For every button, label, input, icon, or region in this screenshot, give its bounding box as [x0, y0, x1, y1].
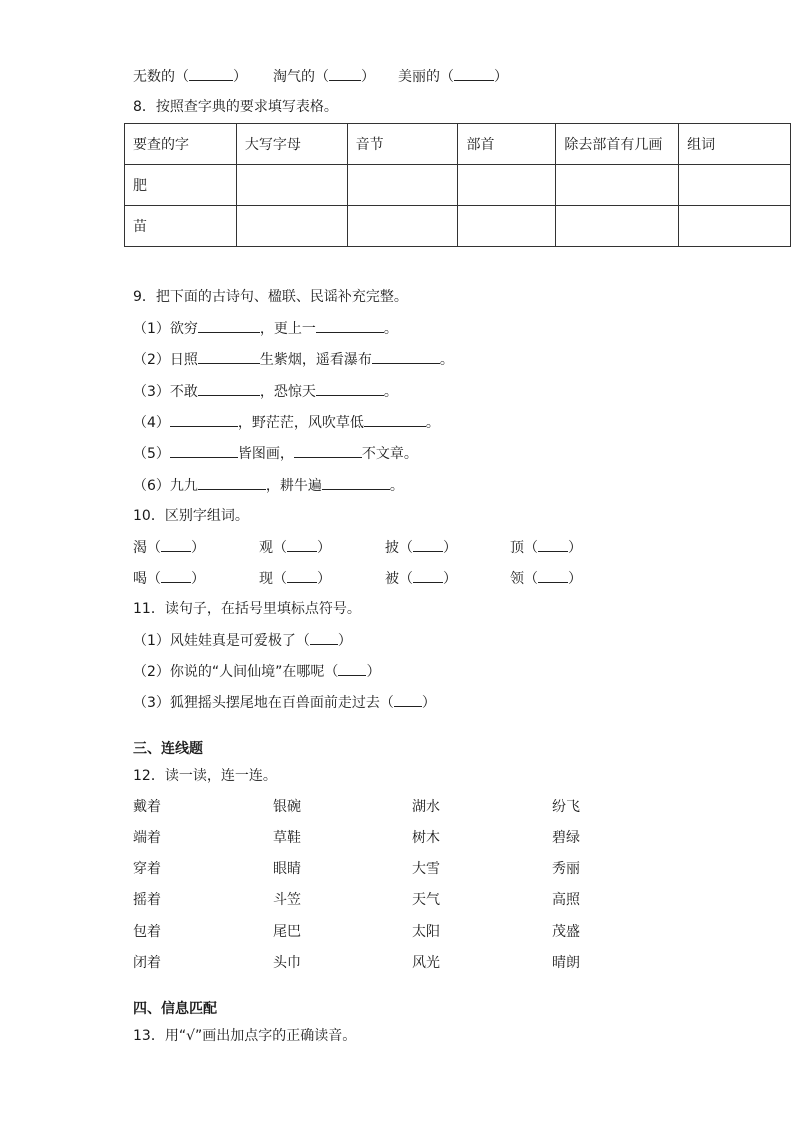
- answer-blank[interactable]: [316, 318, 384, 333]
- answer-blank[interactable]: [338, 661, 366, 676]
- answer-blank[interactable]: [287, 537, 317, 552]
- match-word[interactable]: 树木: [412, 830, 440, 846]
- answer-blank[interactable]: [538, 537, 568, 552]
- match-word[interactable]: 茂盛: [552, 924, 580, 940]
- match-word[interactable]: 草鞋: [273, 830, 301, 846]
- answer-blank[interactable]: [189, 66, 233, 81]
- char-pair-item: 观（ ）: [259, 537, 331, 558]
- word-blank-2: 淘气的（ ）: [273, 66, 375, 87]
- poem-line-1: （1）欲穷 ，更上一 。: [133, 318, 398, 339]
- match-word[interactable]: 端着: [133, 830, 161, 846]
- char-pair-item: 被（ ）: [385, 568, 457, 589]
- table-cell-answer[interactable]: [556, 206, 679, 247]
- poem-line-5: （5） 皆图画， 不文章。: [133, 443, 418, 464]
- poem-line-6: （6）九九 ，耕牛遍 。: [133, 475, 404, 496]
- match-word[interactable]: 太阳: [412, 924, 440, 940]
- answer-blank[interactable]: [413, 537, 443, 552]
- char-pair-item: 披（ ）: [385, 537, 457, 558]
- table-cell-answer[interactable]: [236, 165, 347, 206]
- table-cell-answer[interactable]: [679, 206, 791, 247]
- table-cell-answer[interactable]: [347, 206, 458, 247]
- answer-blank[interactable]: [287, 568, 317, 583]
- match-word[interactable]: 湖水: [412, 799, 440, 815]
- answer-blank[interactable]: [364, 412, 426, 427]
- match-word[interactable]: 斗笠: [273, 892, 301, 908]
- char-pair-item: 领（ ）: [510, 568, 582, 589]
- answer-blank[interactable]: [161, 537, 191, 552]
- question-8-title: 8．按照查字典的要求填写表格。: [133, 99, 338, 115]
- table-header-cell: 部首: [458, 124, 556, 165]
- table-cell-answer[interactable]: [458, 165, 556, 206]
- answer-blank[interactable]: [198, 349, 260, 364]
- match-word[interactable]: 高照: [552, 892, 580, 908]
- answer-blank[interactable]: [372, 349, 440, 364]
- match-word[interactable]: 纷飞: [552, 799, 580, 815]
- match-word[interactable]: 眼睛: [273, 861, 301, 877]
- table-cell-answer[interactable]: [236, 206, 347, 247]
- table-cell-answer[interactable]: [458, 206, 556, 247]
- poem-line-3: （3）不敢 ，恐惊天 。: [133, 381, 398, 402]
- match-word[interactable]: 摇着: [133, 892, 161, 908]
- poem-line-4: （4） ，野茫茫，风吹草低 。: [133, 412, 440, 433]
- question-9-title: 9．把下面的古诗句、楹联、民谣补充完整。: [133, 289, 408, 305]
- word-blank-3: 美丽的（ ）: [398, 66, 508, 87]
- answer-blank[interactable]: [310, 630, 338, 645]
- answer-blank[interactable]: [316, 381, 384, 396]
- char-pair-item: 现（ ）: [259, 568, 331, 589]
- question-11-title: 11．读句子，在括号里填标点符号。: [133, 601, 361, 617]
- answer-blank[interactable]: [170, 443, 238, 458]
- char-pair-item: 喝（ ）: [133, 568, 205, 589]
- table-cell-answer[interactable]: [347, 165, 458, 206]
- char-pair-item: 顶（ ）: [510, 537, 582, 558]
- match-word[interactable]: 尾巴: [273, 924, 301, 940]
- match-word[interactable]: 头巾: [273, 955, 301, 971]
- match-word[interactable]: 天气: [412, 892, 440, 908]
- table-header-cell: 要查的字: [125, 124, 237, 165]
- table-header-cell: 除去部首有几画: [556, 124, 679, 165]
- answer-blank[interactable]: [394, 692, 422, 707]
- punctuation-line-1: （1）风娃娃真是可爱极了（ ）: [133, 630, 352, 651]
- table-cell-answer[interactable]: [679, 165, 791, 206]
- table-row: [125, 206, 791, 247]
- match-word[interactable]: 风光: [412, 955, 440, 971]
- section-3-heading: 三、连线题: [133, 741, 203, 757]
- answer-blank[interactable]: [198, 475, 266, 490]
- section-4-heading: 四、信息匹配: [133, 1001, 217, 1017]
- table-header-cell: 组词: [679, 124, 791, 165]
- table-header-row: [125, 124, 791, 165]
- answer-blank[interactable]: [454, 66, 494, 81]
- match-word[interactable]: 包着: [133, 924, 161, 940]
- answer-blank[interactable]: [322, 475, 390, 490]
- table-header-cell: 音节: [347, 124, 458, 165]
- table-row: [125, 165, 791, 206]
- match-word[interactable]: 碧绿: [552, 830, 580, 846]
- answer-blank[interactable]: [198, 381, 260, 396]
- match-word[interactable]: 秀丽: [552, 861, 580, 877]
- word-blank-1: 无数的（ ）: [133, 66, 247, 87]
- table-cell-char: 肥: [125, 165, 237, 206]
- answer-blank[interactable]: [198, 318, 260, 333]
- answer-blank[interactable]: [161, 568, 191, 583]
- match-word[interactable]: 闭着: [133, 955, 161, 971]
- punctuation-line-3: （3）狐狸摇头摆尾地在百兽面前走过去（ ）: [133, 692, 436, 713]
- table-cell-answer[interactable]: [556, 165, 679, 206]
- question-10-title: 10．区别字组词。: [133, 508, 249, 524]
- answer-blank[interactable]: [538, 568, 568, 583]
- answer-blank[interactable]: [294, 443, 362, 458]
- answer-blank[interactable]: [329, 66, 361, 81]
- punctuation-line-2: （2）你说的“人间仙境”在哪呢（ ）: [133, 661, 380, 682]
- question-12-title: 12．读一读，连一连。: [133, 768, 277, 784]
- poem-line-2: （2）日照 生紫烟，遥看瀑布 。: [133, 349, 454, 370]
- match-word[interactable]: 戴着: [133, 799, 161, 815]
- answer-blank[interactable]: [413, 568, 443, 583]
- dictionary-table: [124, 123, 791, 247]
- table-header-cell: 大写字母: [236, 124, 347, 165]
- char-pair-item: 渴（ ）: [133, 537, 205, 558]
- table-cell-char: 苗: [125, 206, 237, 247]
- match-word[interactable]: 银碗: [273, 799, 301, 815]
- match-word[interactable]: 穿着: [133, 861, 161, 877]
- match-word[interactable]: 大雪: [412, 861, 440, 877]
- match-word[interactable]: 晴朗: [552, 955, 580, 971]
- question-13-title: 13．用“√”画出加点字的正确读音。: [133, 1028, 357, 1044]
- answer-blank[interactable]: [170, 412, 238, 427]
